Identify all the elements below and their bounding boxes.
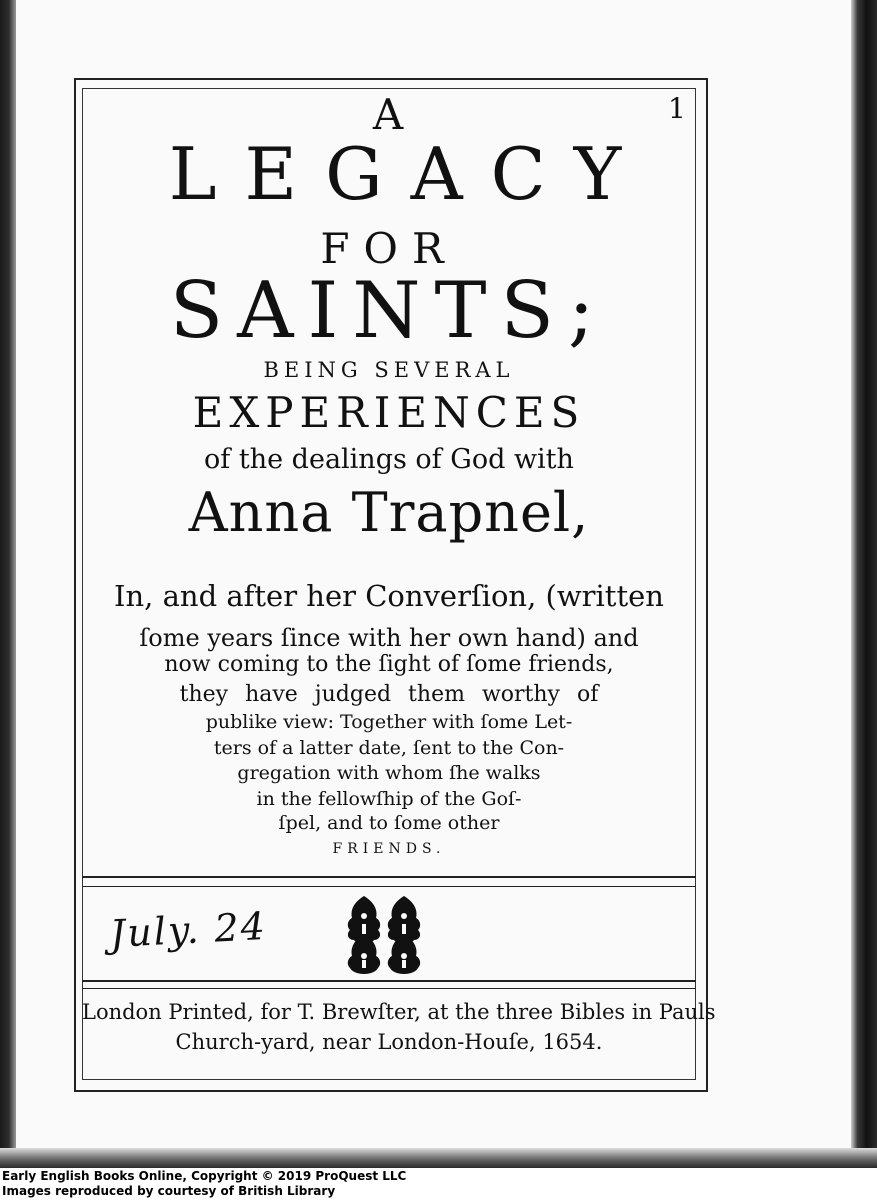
title-line-a: A <box>372 90 406 139</box>
footer-courtesy-text: Images reproduced by courtesy of British Library <box>2 1184 336 1198</box>
paragraph-line: In, and after her Converſion, (written <box>114 579 664 613</box>
title-line-name: Anna Trapnel, <box>188 481 590 544</box>
paragraph-line-friends: FRIENDS. <box>332 841 446 857</box>
title-line-dealings: of the dealings of God with <box>204 444 574 475</box>
divider-rule <box>82 886 696 887</box>
page-number: 1 <box>668 92 686 125</box>
book-edge-right <box>851 0 877 1168</box>
paragraph-line: ſpel, and to ſome other <box>278 812 500 834</box>
title-line-legacy: LEGACY <box>168 132 650 216</box>
title-line-being: BEING SEVERAL <box>263 358 515 382</box>
paragraph-line: ters of a latter date, ſent to the Con- <box>213 737 565 759</box>
paragraph-line: publike view: Together with ſome Let- <box>205 711 573 733</box>
footer-copyright-text: Early English Books Online, Copyright © 2019 ProQuest LLC <box>2 1169 407 1183</box>
imprint-line: Church-yard, near London-Houſe, 1654. <box>175 1030 603 1054</box>
paragraph-line: they have judged them worthy of <box>179 682 599 707</box>
paragraph-line: now coming to the ſight of ſome friends, <box>164 652 614 677</box>
paragraph-line: ſome years ſince with her own hand) and <box>139 624 639 652</box>
paragraph-line: in the fellowſhip of the Goſ- <box>256 788 522 810</box>
divider-rule <box>82 988 696 989</box>
imprint-line: London Printed, for T. Brewſter, at the three Bibles in Pauls <box>82 1000 716 1024</box>
title-line-experiences: EXPERIENCES <box>192 388 586 437</box>
copyright-footer <box>0 1168 877 1200</box>
title-line-saints: SAINTS; <box>169 266 609 356</box>
paragraph-line: gregation with whom ſhe walks <box>237 762 541 784</box>
printers-ornament-icon <box>344 894 426 978</box>
book-edge-bottom <box>0 1148 877 1168</box>
book-edge-left <box>0 0 16 1168</box>
title-line-for: FOR <box>320 224 458 273</box>
divider-rule <box>82 876 696 878</box>
handwritten-date-note: July. 24 <box>108 903 268 957</box>
divider-rule <box>82 980 696 982</box>
